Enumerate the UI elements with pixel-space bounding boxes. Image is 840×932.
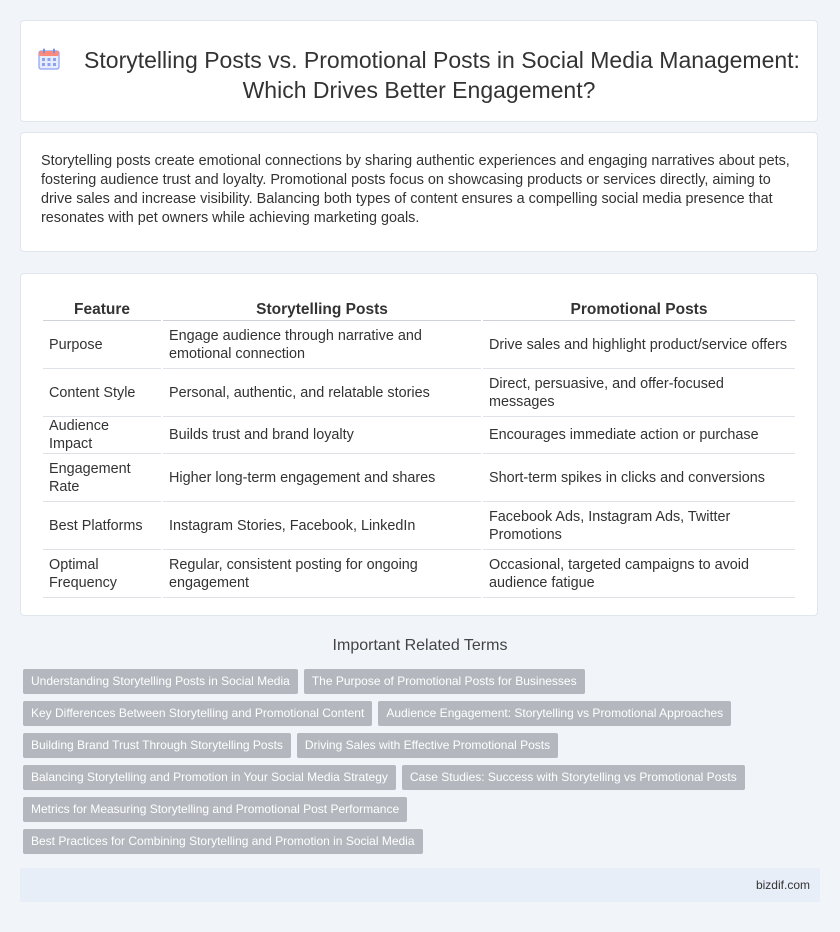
storytelling-cell: Builds trust and brand loyalty bbox=[163, 417, 481, 454]
related-terms-title: Important Related Terms bbox=[332, 637, 508, 654]
table-row bbox=[43, 417, 795, 454]
summary-text: Storytelling posts create emotional connections by sharing authentic experiences and engaging narratives about pets, fostering audience trust and loyalty. Promotional posts focus on showcasing products or services directly, aiming to drive sales and increase visibility. Balancing both types of content ensures a compelling social media presence that resonates with pet owners while achieving marketing goals. bbox=[41, 153, 790, 226]
related-term-tag[interactable]: Building Brand Trust Through Storytelling Posts bbox=[23, 733, 291, 758]
storytelling-cell: Personal, authentic, and relatable stories bbox=[163, 369, 481, 417]
table-header-row bbox=[43, 294, 795, 321]
related-term-tag[interactable]: Best Practices for Combining Storytelling and Promotion in Social Media bbox=[23, 829, 423, 854]
title-card bbox=[20, 20, 818, 122]
comparison-card bbox=[20, 273, 818, 616]
related-terms-list bbox=[23, 669, 813, 861]
promotional-cell: Drive sales and highlight product/service offers bbox=[483, 321, 795, 369]
feature-cell: Audience Impact bbox=[43, 417, 161, 454]
feature-cell: Engagement Rate bbox=[43, 454, 161, 502]
storytelling-cell: Regular, consistent posting for ongoing engagement bbox=[163, 550, 481, 598]
summary-card bbox=[20, 132, 818, 252]
feature-cell: Best Platforms bbox=[43, 502, 161, 550]
feature-cell: Content Style bbox=[43, 369, 161, 417]
feature-cell: Optimal Frequency bbox=[43, 550, 161, 598]
calendar-icon bbox=[38, 48, 60, 70]
table-row bbox=[43, 502, 795, 550]
related-term-tag[interactable]: Driving Sales with Effective Promotional Posts bbox=[297, 733, 558, 758]
promotional-cell: Short-term spikes in clicks and conversions bbox=[483, 454, 795, 502]
feature-cell: Purpose bbox=[43, 321, 161, 369]
page-title: Storytelling Posts vs. Promotional Posts in Social Media Management: Which Drives Better Engagement? bbox=[84, 47, 800, 103]
storytelling-cell: Higher long-term engagement and shares bbox=[163, 454, 481, 502]
table-row bbox=[43, 454, 795, 502]
promotional-cell: Encourages immediate action or purchase bbox=[483, 417, 795, 454]
table-row bbox=[43, 369, 795, 417]
related-term-tag[interactable]: Audience Engagement: Storytelling vs Promotional Approaches bbox=[378, 701, 731, 726]
related-term-tag[interactable]: Case Studies: Success with Storytelling vs Promotional Posts bbox=[402, 765, 745, 790]
promotional-cell: Direct, persuasive, and offer-focused messages bbox=[483, 369, 795, 417]
site-link[interactable]: bizdif.com bbox=[755, 878, 810, 892]
related-term-tag[interactable]: Key Differences Between Storytelling and Promotional Content bbox=[23, 701, 372, 726]
related-term-tag[interactable]: Balancing Storytelling and Promotion in Your Social Media Strategy bbox=[23, 765, 396, 790]
table-row bbox=[43, 550, 795, 598]
related-term-tag[interactable]: The Purpose of Promotional Posts for Businesses bbox=[304, 669, 585, 694]
footer bbox=[20, 868, 820, 902]
related-term-tag[interactable]: Metrics for Measuring Storytelling and Promotional Post Performance bbox=[23, 797, 407, 822]
header-storytelling: Storytelling Posts bbox=[163, 294, 481, 321]
storytelling-cell: Instagram Stories, Facebook, LinkedIn bbox=[163, 502, 481, 550]
promotional-cell: Facebook Ads, Instagram Ads, Twitter Promotions bbox=[483, 502, 795, 550]
comparison-table bbox=[41, 294, 797, 598]
header-feature: Feature bbox=[43, 294, 161, 321]
table-row bbox=[43, 321, 795, 369]
promotional-cell: Occasional, targeted campaigns to avoid audience fatigue bbox=[483, 550, 795, 598]
title-wrap bbox=[21, 45, 817, 105]
related-term-tag[interactable]: Understanding Storytelling Posts in Social Media bbox=[23, 669, 298, 694]
storytelling-cell: Engage audience through narrative and emotional connection bbox=[163, 321, 481, 369]
header-promotional: Promotional Posts bbox=[483, 294, 795, 321]
